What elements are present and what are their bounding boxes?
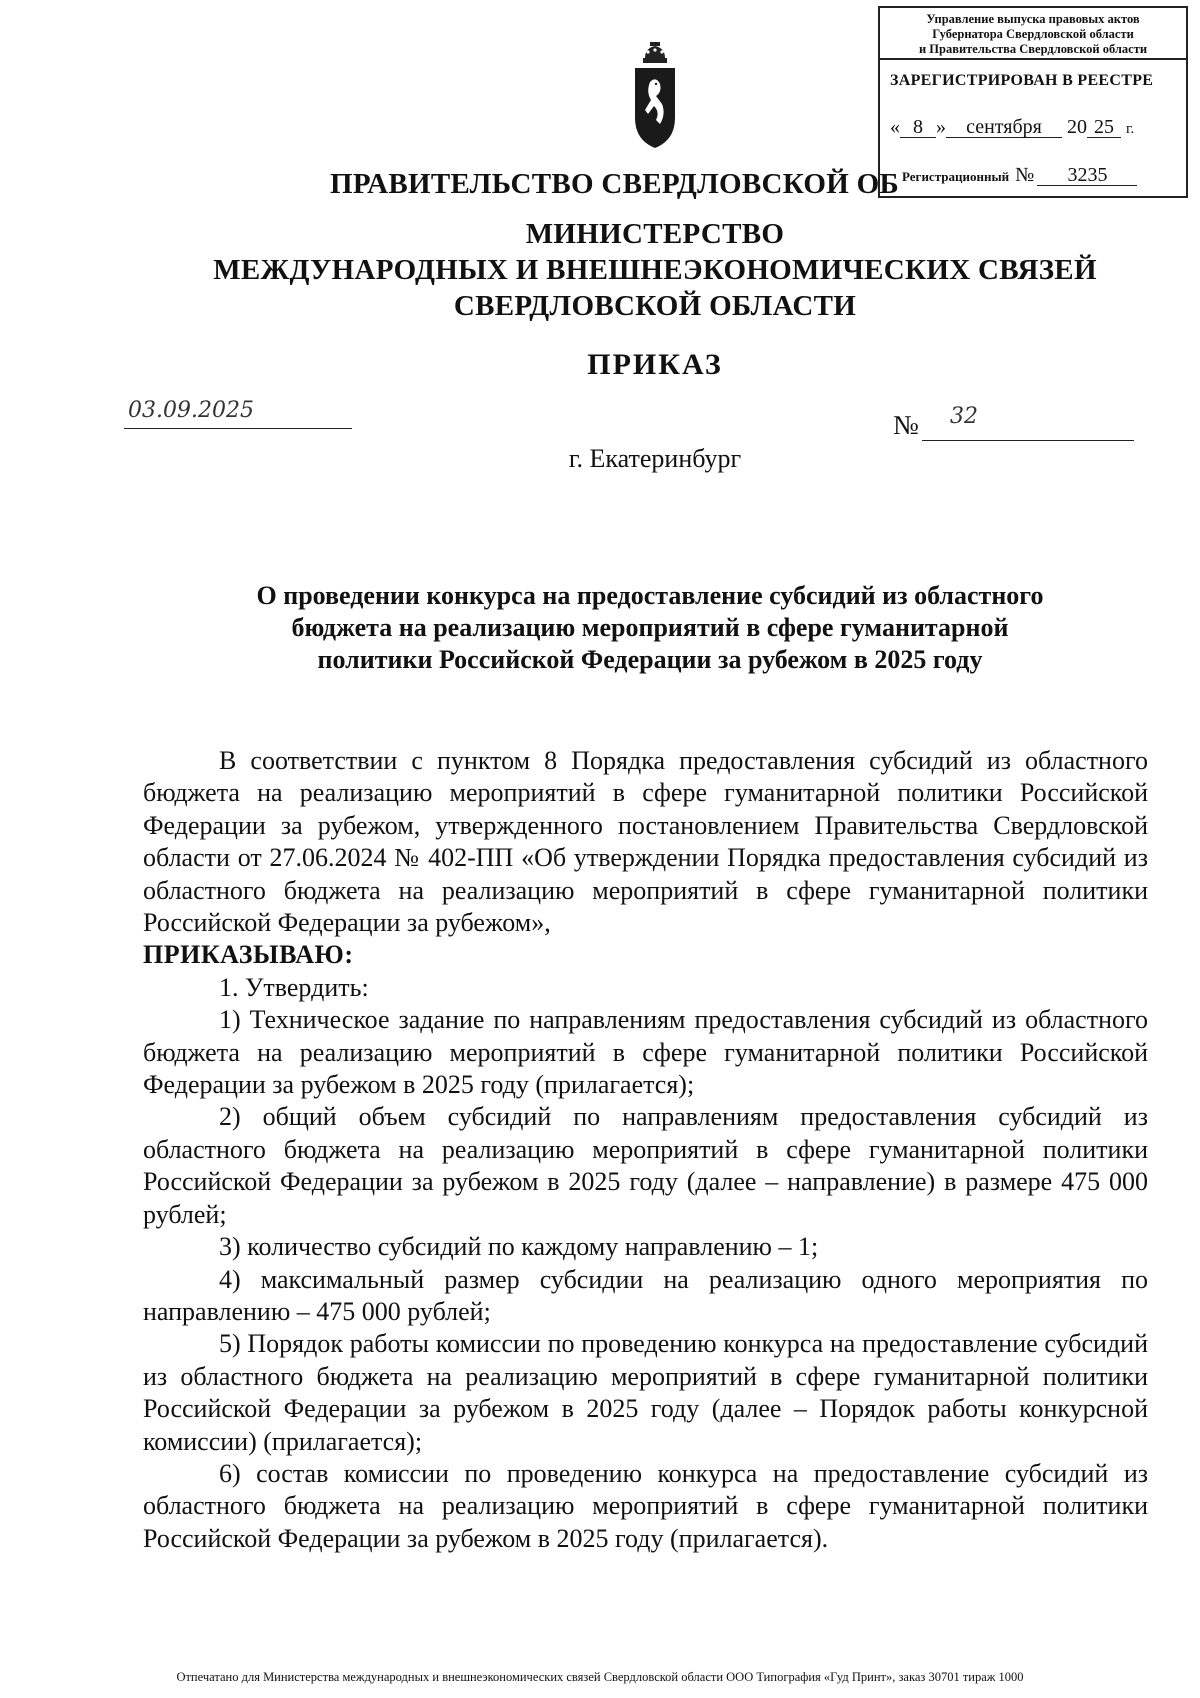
coat-of-arms-icon <box>632 40 678 152</box>
stamp-registered-label: ЗАРЕГИСТРИРОВАН В РЕЕСТРЕ <box>890 72 1154 89</box>
stamp-reg-number-value: 3235 <box>1037 165 1137 186</box>
stamp-day: 8 <box>900 117 936 138</box>
stamp-month: сентября <box>946 117 1062 138</box>
stamp-number-sign: № <box>1015 164 1035 186</box>
order-word: ПРИКАЗЫВАЮ: <box>143 940 354 970</box>
preamble: В соответствии с пунктом 8 Порядка предоставления субсидий из областного бюджета на реализацию мероприятий в сфере гуманитарной политики Российской Федерации за рубежом, утвержденного постановлением Правительства Свердловской области от 27.06.2024 № 402-ПП «Об утверждении Порядка предоставления субсидий из областного бюджета на реализацию мероприятий в сфере гуманитарной политики Российской Федерации за рубежом», <box>143 746 1148 938</box>
order-subject <box>170 580 1130 676</box>
sub-item: 6) состав комиссии по проведению конкурса на предоставление субсидий из областного бюджета на реализацию мероприятий в сфере гуманитарной политики Российской Федерации за рубежом в 2025 году (прилагается). <box>143 1458 1148 1553</box>
stamp-header <box>880 8 1186 60</box>
date-underline <box>124 428 352 429</box>
stamp-header-line: Управление выпуска правовых актов <box>926 12 1140 26</box>
stamp-reg-number <box>902 164 1137 187</box>
order-body <box>143 745 1148 1555</box>
subject-line: О проведении конкурса на предоставление субсидий из областного <box>256 581 1044 610</box>
item-1: 1. Утвердить: <box>219 972 369 1002</box>
order-date-handwritten: 03.09.2025 <box>128 398 254 423</box>
stamp-header-line: и Правительства Свердловской области <box>918 42 1148 56</box>
stamp-year-prefix: 20 <box>1067 116 1087 138</box>
ministry-title-line: МИНИСТЕРСТВО <box>525 218 785 250</box>
registration-stamp <box>878 6 1188 198</box>
sub-item: 4) максимальный размер субсидии на реализацию одного мероприятия по направлению – 475 000 рублей; <box>143 1264 1148 1326</box>
ministry-title-line: СВЕРДЛОВСКОЙ ОБЛАСТИ <box>453 290 857 322</box>
stamp-header-line: Губернатора Свердловской области <box>932 27 1134 41</box>
print-footer: Отпечатано для Министерства международных и внешнеэкономических связей Свердловской области ООО Типография «Гуд Принт», заказ 30701 тираж 1000 <box>176 1670 1024 1684</box>
stamp-reg-number-label: Регистрационный <box>902 169 1010 184</box>
document-type: ПРИКАЗ <box>587 348 723 381</box>
government-title: ПРАВИТЕЛЬСТВО СВЕРДЛОВСКОЙ ОБ <box>330 168 899 200</box>
order-number-label: № <box>893 410 919 440</box>
stamp-year-suffix: 25 <box>1087 117 1121 138</box>
sub-item: 1) Техническое задание по направлениям предоставления субсидий из областного бюджета на реализацию мероприятий в сфере гуманитарной политики Российской Федерации за рубежом в 2025 году (прилагается); <box>143 1005 1148 1100</box>
stamp-date: « 8 » сентября 20 25 г. <box>890 116 1135 138</box>
sub-item: 2) общий объем субсидий по направлениям предоставления субсидий из областного бюджета на реализацию мероприятий в сфере гуманитарной политики Российской Федерации за рубежом в 2025 году (далее – направление) в размере 475 000 рублей; <box>143 1102 1148 1229</box>
ministry-title-line: МЕЖДУНАРОДНЫХ И ВНЕШНЕЭКОНОМИЧЕСКИХ СВЯЗЕЙ <box>213 254 1097 286</box>
order-number-handwritten: 32 <box>950 404 978 429</box>
number-underline <box>922 440 1134 441</box>
stamp-year-unit: г. <box>1126 121 1135 137</box>
sub-item: 3) количество субсидий по каждому направлению – 1; <box>219 1232 819 1262</box>
city: г. Екатеринбург <box>568 444 742 473</box>
sub-item: 5) Порядок работы комиссии по проведению конкурса на предоставление субсидий из областного бюджета на реализацию мероприятий в сфере гуманитарной политики Российской Федерации за рубежом в 2025 году (далее – Порядок работы конкурсной комиссии) (прилагается); <box>143 1329 1148 1456</box>
subject-line: бюджета на реализацию мероприятий в сфере гуманитарной <box>291 613 1009 642</box>
subject-line: политики Российской Федерации за рубежом в 2025 году <box>317 645 983 674</box>
